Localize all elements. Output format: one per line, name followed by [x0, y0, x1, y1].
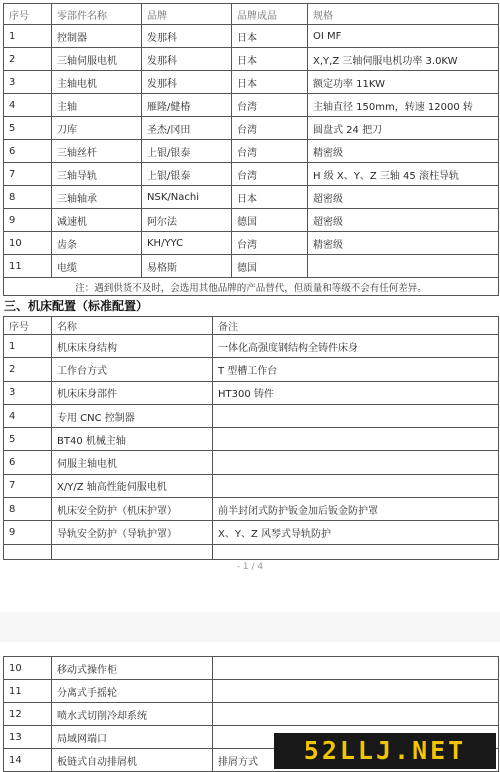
- config-row: [4, 498, 499, 521]
- brand-cell: 发那科: [142, 71, 232, 94]
- config-row: [4, 428, 499, 451]
- config-header-name: 名称: [52, 317, 213, 335]
- config-blank-cell: [213, 544, 499, 559]
- config-name-cell: 专用 CNC 控制器: [52, 404, 213, 427]
- origin-cell: 日本: [232, 25, 308, 48]
- parts-table-body: [4, 4, 499, 296]
- part-name-cell: 齿条: [52, 232, 142, 255]
- config-name-cell: 机床床身结构: [52, 335, 213, 358]
- config-header-no: 序号: [4, 317, 52, 335]
- config-name-cell: 移动式操作柜: [52, 657, 213, 680]
- config-name-cell: BT40 机械主轴: [52, 428, 213, 451]
- config-row: [4, 474, 499, 497]
- origin-cell: 德国: [232, 209, 308, 232]
- brand-cell: 发那科: [142, 48, 232, 71]
- config-no-cell: 6: [4, 451, 52, 474]
- brand-cell: 阿尔法: [142, 209, 232, 232]
- config-remark-cell: 一体化高强度钢结构全铸件床身: [213, 335, 499, 358]
- brand-cell: 上银/银泰: [142, 163, 232, 186]
- parts-row: [4, 140, 499, 163]
- origin-cell: 台湾: [232, 94, 308, 117]
- config-name-cell: 分离式手摇轮: [52, 680, 213, 703]
- part-name-cell: 减速机: [52, 209, 142, 232]
- part-name-cell: 主轴电机: [52, 71, 142, 94]
- config-row: [4, 381, 499, 404]
- config-remark-cell: [213, 451, 499, 474]
- spec-cell: 超密级: [308, 209, 499, 232]
- config-no-cell: 11: [4, 680, 52, 703]
- part-no-cell: 9: [4, 209, 52, 232]
- config-name-cell: 工作台方式: [52, 358, 213, 381]
- config-remark-cell: [213, 657, 499, 680]
- part-no-cell: 3: [4, 71, 52, 94]
- config-blank-cell: [52, 544, 213, 559]
- origin-cell: 台湾: [232, 117, 308, 140]
- config-row: [4, 358, 499, 381]
- part-name-cell: 刀库: [52, 117, 142, 140]
- config-name-cell: X/Y/Z 轴高性能伺服电机: [52, 474, 213, 497]
- parts-row: [4, 232, 499, 255]
- parts-row: [4, 117, 499, 140]
- parts-row: [4, 94, 499, 117]
- parts-row: [4, 255, 499, 278]
- part-name-cell: 三轴导轨: [52, 163, 142, 186]
- config-row: [4, 335, 499, 358]
- parts-header-brand: 品牌: [142, 4, 232, 25]
- config-name-cell: 喷水式切削冷却系统: [52, 703, 213, 726]
- parts-row: [4, 186, 499, 209]
- config-no-cell: 14: [4, 749, 52, 772]
- part-no-cell: 10: [4, 232, 52, 255]
- config-row: [4, 451, 499, 474]
- config-table-body: [4, 317, 499, 560]
- config-no-cell: 9: [4, 521, 52, 544]
- part-no-cell: 4: [4, 94, 52, 117]
- spec-cell: 主轴直径 150mm，转速 12000 转: [308, 94, 499, 117]
- config-no-cell: 5: [4, 428, 52, 451]
- config-row: [4, 404, 499, 427]
- spec-cell: 额定功率 11KW: [308, 71, 499, 94]
- config-header-row: [4, 317, 499, 335]
- config-remark-cell: T 型槽工作台: [213, 358, 499, 381]
- config-no-cell: 1: [4, 335, 52, 358]
- origin-cell: 日本: [232, 48, 308, 71]
- page-number: - 1 / 4: [236, 562, 264, 572]
- brand-cell: KH/YYC: [142, 232, 232, 255]
- parts-table: [3, 3, 499, 296]
- config-name-cell: 局域网端口: [52, 726, 213, 749]
- config-row: [4, 657, 499, 680]
- part-name-cell: 控制器: [52, 25, 142, 48]
- config-remark-cell: X、Y、Z 风琴式导轨防护: [213, 521, 499, 544]
- config-remark-cell: [213, 680, 499, 703]
- config-header-remark: 备注: [213, 317, 499, 335]
- config-remark-cell: [213, 703, 499, 726]
- parts-header-no: 序号: [4, 4, 52, 25]
- brand-cell: 易格斯: [142, 255, 232, 278]
- origin-cell: 台湾: [232, 232, 308, 255]
- section-title: 三、机床配置（标准配置）: [4, 299, 149, 313]
- config-table: [3, 316, 499, 560]
- config-name-cell: 机床床身部件: [52, 381, 213, 404]
- config-row: [4, 703, 499, 726]
- origin-cell: 日本: [232, 186, 308, 209]
- part-no-cell: 7: [4, 163, 52, 186]
- part-name-cell: 三轴伺服电机: [52, 48, 142, 71]
- config-remark-cell: HT300 铸件: [213, 381, 499, 404]
- parts-note: 注：遇到供货不及时，会选用其他品牌的产品替代，但质量和等级不会有任何差异。: [4, 278, 499, 296]
- origin-cell: 台湾: [232, 140, 308, 163]
- config-no-cell: 4: [4, 404, 52, 427]
- config-name-cell: 机床安全防护（机床护罩）: [52, 498, 213, 521]
- page-gap: [0, 612, 500, 642]
- parts-note-row: [4, 278, 499, 296]
- parts-header-spec: 规格: [308, 4, 499, 25]
- config-remark-cell: 排屑方式: [213, 749, 499, 772]
- config-remark-cell: [213, 428, 499, 451]
- part-name-cell: 三轴轴承: [52, 186, 142, 209]
- part-name-cell: 电缆: [52, 255, 142, 278]
- brand-cell: NSK/Nachi: [142, 186, 232, 209]
- config-blank-cell: [4, 544, 52, 559]
- config-blank-row: [4, 544, 499, 559]
- part-no-cell: 5: [4, 117, 52, 140]
- spec-cell: 精密级: [308, 140, 499, 163]
- config-no-cell: 3: [4, 381, 52, 404]
- spec-cell: 圆盘式 24 把刀: [308, 117, 499, 140]
- parts-row: [4, 163, 499, 186]
- watermark-logo: 52LLJ.NET: [274, 733, 496, 769]
- config-no-cell: 8: [4, 498, 52, 521]
- config-name-cell: 伺服主轴电机: [52, 451, 213, 474]
- spec-cell: 超密级: [308, 186, 499, 209]
- config-remark-cell: [213, 404, 499, 427]
- origin-cell: 台湾: [232, 163, 308, 186]
- parts-row: [4, 25, 499, 48]
- parts-row: [4, 48, 499, 71]
- spec-cell: X,Y,Z 三轴伺服电机功率 3.0KW: [308, 48, 499, 71]
- config-remark-cell: 前半封闭式防护钣金加后钣金防护罩: [213, 498, 499, 521]
- config-no-cell: 12: [4, 703, 52, 726]
- origin-cell: 德国: [232, 255, 308, 278]
- parts-header-origin: 品牌成品: [232, 4, 308, 25]
- part-no-cell: 11: [4, 255, 52, 278]
- brand-cell: 雁隆/健椿: [142, 94, 232, 117]
- part-name-cell: 三轴丝杆: [52, 140, 142, 163]
- config-row: [4, 680, 499, 703]
- parts-row: [4, 209, 499, 232]
- config-name-cell: 导轨安全防护（导轨护罩）: [52, 521, 213, 544]
- spec-cell: [308, 255, 499, 278]
- parts-header-part: 零部件名称: [52, 4, 142, 25]
- part-no-cell: 6: [4, 140, 52, 163]
- config-no-cell: 13: [4, 726, 52, 749]
- config-no-cell: 7: [4, 474, 52, 497]
- part-no-cell: 1: [4, 25, 52, 48]
- config-name-cell: 板链式自动排屑机: [52, 749, 213, 772]
- parts-header-row: [4, 4, 499, 25]
- config-no-cell: 2: [4, 358, 52, 381]
- spec-cell: 精密级: [308, 232, 499, 255]
- brand-cell: 发那科: [142, 25, 232, 48]
- config-remark-cell: [213, 474, 499, 497]
- parts-row: [4, 71, 499, 94]
- part-no-cell: 8: [4, 186, 52, 209]
- part-name-cell: 主轴: [52, 94, 142, 117]
- brand-cell: 上银/银泰: [142, 140, 232, 163]
- spec-cell: OI MF: [308, 25, 499, 48]
- config-row: [4, 521, 499, 544]
- spec-cell: H 级 X、Y、Z 三轴 45 滚柱导轨: [308, 163, 499, 186]
- config-no-cell: 10: [4, 657, 52, 680]
- brand-cell: 圣杰/冈田: [142, 117, 232, 140]
- part-no-cell: 2: [4, 48, 52, 71]
- origin-cell: 日本: [232, 71, 308, 94]
